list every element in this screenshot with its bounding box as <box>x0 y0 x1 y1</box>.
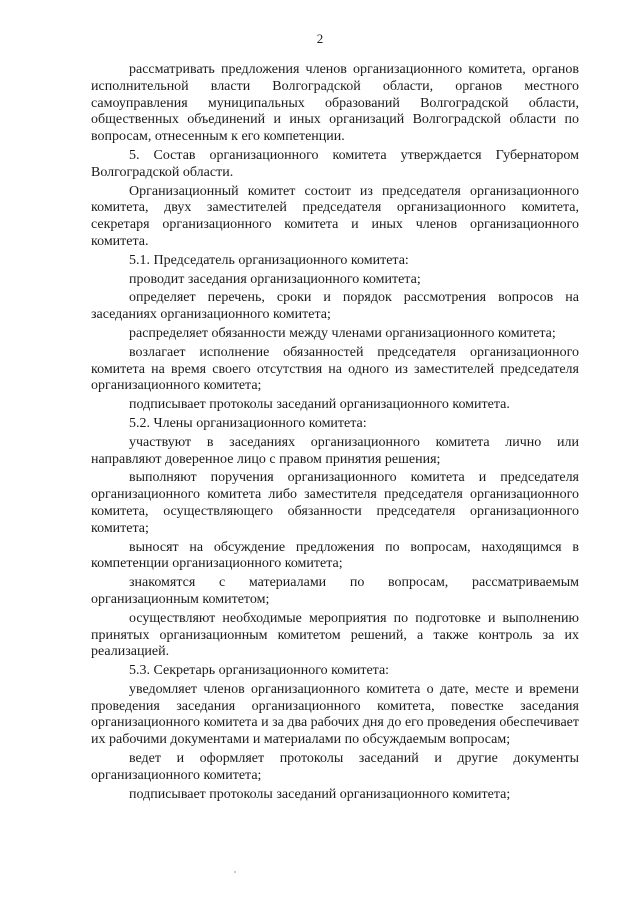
paragraph-5-1-item-1: проводит заседания организационного комитета; <box>129 271 421 287</box>
section-5-3-heading: 5.3. Секретарь организационного комитета: <box>129 663 390 679</box>
document-body <box>91 62 579 803</box>
paragraph-5-2-item-1: участвуют в заседаниях организационного комитета лично или направляют доверенное лицо с правом принятия решения; <box>91 434 579 467</box>
section-5-2-heading: 5.2. Члены организационного комитета: <box>129 415 367 431</box>
paragraph-5-3-item-2: ведет и оформляет протоколы заседаний и другие документы организационного комитета; <box>91 751 579 783</box>
paragraph-5-2-item-3: выносят на обсуждение предложения по вопросам, находящимся в компетенции организационного комитета; <box>91 539 579 572</box>
paragraph-2: 5. Состав организационного комитета утверждается Губернатором Волгоградской области. <box>91 147 579 180</box>
paragraph-5-2-item-2: выполняют поручения организационного комитета и председателя организационного комитета либо заместителя председателя организационного комитета, осуществляющего обязанности председателя организационного комитета; <box>91 470 579 536</box>
paragraph-5-3-item-3: подписывает протоколы заседаний организационного комитета; <box>129 786 511 802</box>
paragraph-3: Организационный комитет состоит из председателя организационного комитета, двух заместителей председателя организационного комитета, секретаря организационного комитета и иных членов организационного комитета. <box>91 183 579 249</box>
scan-speck <box>234 871 236 873</box>
paragraph-5-2-item-4: знакомятся с материалами по вопросам, рассматриваемым организационным комитетом; <box>91 575 579 607</box>
paragraph-5-1-item-3: распределяет обязанности между членами организационного комитета; <box>129 325 556 341</box>
paragraph-5-1-item-4: возлагает исполнение обязанностей председателя организационного комитета на время своего отсутствия на одного из заместителей председателя организационного комитета; <box>91 344 579 394</box>
paragraph-1: рассматривать предложения членов организационного комитета, органов исполнительной власти Волгоградской области, органов местного самоуправления муниципальных образований Волгоградской области, общественных объединений и иных организаций Волгоградской области по вопросам, отнесенным к его компетенции. <box>91 62 579 145</box>
paragraph-5-1-item-2: определяет перечень, сроки и порядок рассмотрения вопросов на заседаниях организационного комитета; <box>91 290 579 323</box>
paragraph-5-3-item-1: уведомляет членов организационного комитета о дате, месте и времени проведения заседания организационного комитета, повестке заседания организационного комитета и за два рабочих дня до его проведения обеспечивает их рабочими документами и материалами по обсуждаемым вопросам; <box>91 681 579 748</box>
paragraph-5-2-item-5: осуществляют необходимые мероприятия по подготовке и выполнению принятых организационным комитетом решений, а также контроль за их реализацией. <box>91 610 579 660</box>
page-number: 2 <box>316 31 324 46</box>
paragraph-5-1-item-5: подписывает протоколы заседаний организационного комитета. <box>129 397 510 413</box>
section-5-1-heading: 5.1. Председатель организационного комитета: <box>129 252 409 268</box>
